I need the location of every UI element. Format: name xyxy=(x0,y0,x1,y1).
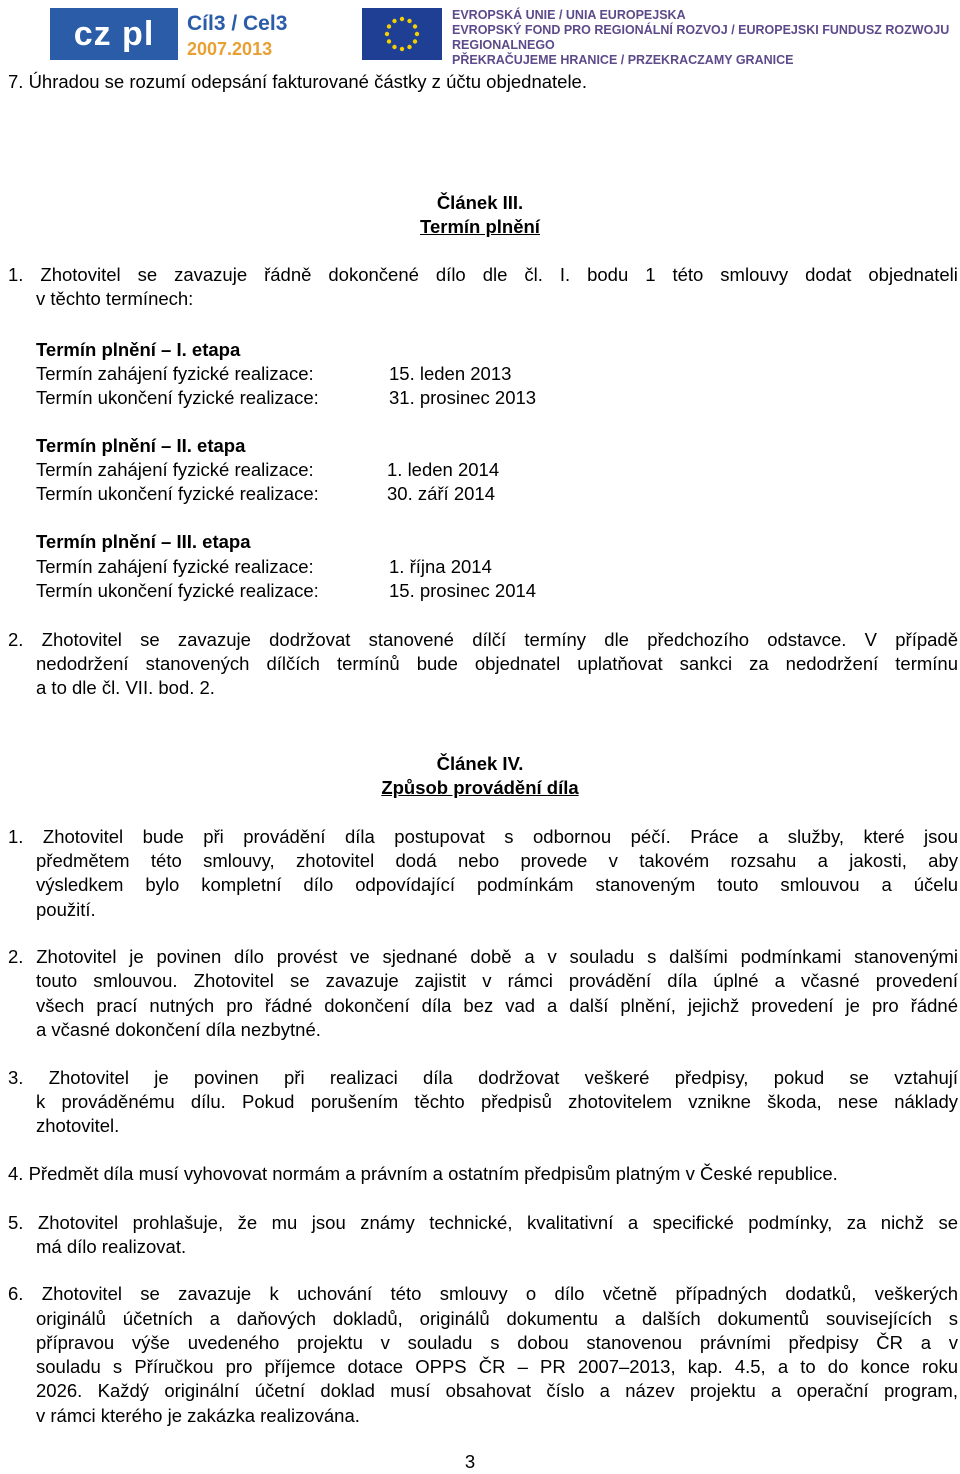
word: Zhotovitel xyxy=(40,264,121,285)
article-3-p2-line3: a to dle čl. VII. bod. 2. xyxy=(36,677,215,698)
stage-1-title: Termín plnění – I. etapa xyxy=(36,339,241,360)
article-4-p2-line: 2. Zhotovitel je povinen dílo provést ve sjednané době a v souladu s dalšími podmínkami stanovenými xyxy=(8,946,958,967)
stage-2-start-value: 1. leden 2014 xyxy=(387,459,500,480)
article-3-title: Termín plnění xyxy=(420,216,540,237)
article-4-p1-line: předmětem této smlouvy, zhotovitel dodá nebo provede v takovém rozsahu a jakosti, aby xyxy=(36,850,958,871)
article-4-title: Způsob provádění díla xyxy=(381,777,579,798)
czpl-logo: cz pl xyxy=(50,8,178,60)
article-4-p2-line: všech prací nutných pro řádné dokončení díla bez vad a další plnění, jejichž provedení je pro řádné xyxy=(36,995,958,1016)
word: bodu xyxy=(587,264,629,285)
stage-3-start-label: Termín zahájení fyzické realizace: xyxy=(36,556,314,577)
article-4-p2-line: a včasné dokončení díla nezbytné. xyxy=(36,1019,321,1040)
cil3-logo-line2: 2007.2013 xyxy=(187,39,273,59)
article-4-p6-line: přípravou výše uvedeného projektu v souladu s dobou stanovenou právními předpisy ČR a v xyxy=(36,1332,958,1353)
article-4-p1-line: použití. xyxy=(36,899,96,920)
word: smlouvy xyxy=(720,264,789,285)
cil3-logo-line1: Cíl3 / Cel3 xyxy=(187,12,288,35)
eu-flag-icon xyxy=(362,8,442,60)
article-4-p6-line: souladu s Příručkou pro příjemce dotace OPPS ČR – PR 2007–2013, kap. 4.5, a to do konce roku xyxy=(36,1356,958,1377)
article-3-heading: Článek III. xyxy=(436,192,524,213)
article-4-p5-line: 5. Zhotovitel prohlašuje, že mu jsou známy technické, kvalitativní a specifické podmínky, za nichž se xyxy=(8,1212,958,1233)
stage-3-title: Termín plnění – III. etapa xyxy=(36,531,251,552)
word: I. xyxy=(559,264,571,285)
word: řádně xyxy=(264,264,312,285)
word: 1 xyxy=(645,264,656,285)
word: objednateli xyxy=(868,264,958,285)
article-4-p5-line: má dílo realizovat. xyxy=(36,1236,187,1257)
page-number: 3 xyxy=(464,1451,476,1472)
article-3-p2-line2: nedodržení stanovených dílčích termínů bude objednatel uplatňovat sankci za nedodržení termínu xyxy=(36,653,958,674)
stage-2-title: Termín plnění – II. etapa xyxy=(36,435,246,456)
stage-2-end-value: 30. září 2014 xyxy=(387,483,495,504)
article-4-p3-line: zhotovitel. xyxy=(36,1115,120,1136)
word: zavazuje xyxy=(174,264,248,285)
word: čl. xyxy=(524,264,543,285)
stage-3-end-label: Termín ukončení fyzické realizace: xyxy=(36,580,319,601)
article-3-p2-line1: 2. Zhotovitel se zavazuje dodržovat stanovené dílčí termíny dle předchozího odstavce. V případě xyxy=(8,629,958,650)
stage-2-start-label: Termín zahájení fyzické realizace: xyxy=(36,459,314,480)
article-4-p6-line: 2026. Každý originální účetní doklad musí obsahovat číslo a název projektu a operační program, xyxy=(36,1380,958,1401)
article-4-p3-line: 3. Zhotovitel je povinen při realizaci díla dodržovat veškeré předpisy, pokud se vztahují xyxy=(8,1067,958,1088)
stage-1-end-value: 31. prosinec 2013 xyxy=(389,387,537,408)
eu-line2: EVROPSKÝ FOND PRO REGIONÁLNÍ ROZVOJ / EUROPEJSKI FUNDUSZ ROZWOJU REGIONALNEGO xyxy=(452,23,950,52)
word: této xyxy=(672,264,704,285)
item-7: 7. Úhradou se rozumí odepsání fakturované částky z účtu objednatele. xyxy=(8,71,587,92)
word: dodat xyxy=(805,264,852,285)
eu-line1: EVROPSKÁ UNIE / UNIA EUROPEJSKA xyxy=(452,8,686,22)
word: dle xyxy=(482,264,508,285)
stage-1-start-label: Termín zahájení fyzické realizace: xyxy=(36,363,314,384)
eu-line3: PŘEKRAČUJEME HRANICE / PRZEKRACZAMY GRANICE xyxy=(452,53,794,67)
stage-1-start-value: 15. leden 2013 xyxy=(389,363,512,384)
eu-fund-text xyxy=(452,8,960,68)
word: dokončené xyxy=(328,264,419,285)
stage-2-end-label: Termín ukončení fyzické realizace: xyxy=(36,483,319,504)
article-3-p1-line1 xyxy=(8,263,958,287)
article-4-p4-line: 4. Předmět díla musí vyhovovat normám a právním a ostatním předpisům platným v České republice. xyxy=(8,1163,838,1184)
stage-3-end-value: 15. prosinec 2014 xyxy=(389,580,537,601)
word: dílo xyxy=(435,264,466,285)
cil3-logo xyxy=(183,8,295,60)
stage-1-end-label: Termín ukončení fyzické realizace: xyxy=(36,387,319,408)
article-4-p2-line: touto smlouvou. Zhotovitel se zavazuje zajistit v rámci provádění díla úplné a včasné provedení xyxy=(36,970,958,991)
article-4-p6-line: v rámci kterého je zakázka realizována. xyxy=(36,1405,360,1426)
article-4-p6-line: originálů účetních a daňových dokladů, originálů dokumentu a dalších dokumentů souvisejících s xyxy=(36,1308,958,1329)
article-4-p6-line: 6. Zhotovitel se zavazuje k uchování této smlouvy o dílo včetně případných dodatků, veškerých xyxy=(8,1283,958,1304)
word: 1. xyxy=(8,264,24,285)
word: se xyxy=(137,264,158,285)
article-4-p1-line: 1. Zhotovitel bude při provádění díla postupovat s odbornou péčí. Práce a služby, které jsou xyxy=(8,826,958,847)
article-4-heading: Článek IV. xyxy=(436,753,524,774)
stage-3-start-value: 1. října 2014 xyxy=(389,556,492,577)
article-4-p3-line: k prováděnému dílu. Pokud porušením těchto předpisů zhotovitelem vznikne škoda, nese náklady xyxy=(36,1091,958,1112)
article-4-p1-line: výsledkem bylo kompletní dílo odpovídající podmínkám stanoveným touto smlouvou a účelu xyxy=(36,874,958,895)
article-3-p1-line2: v těchto termínech: xyxy=(36,288,194,309)
